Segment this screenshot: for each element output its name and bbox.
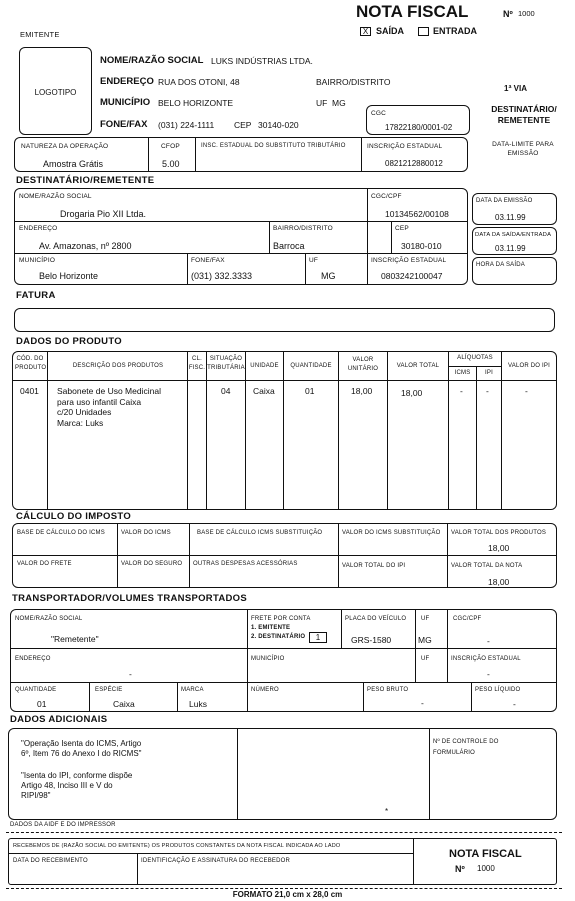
fatura-box bbox=[14, 308, 555, 332]
total-nota-label: VALOR TOTAL DA NOTA bbox=[451, 563, 523, 569]
recibo-nf-num: 1000 bbox=[477, 864, 495, 873]
natureza-row bbox=[14, 137, 468, 172]
col-descricao: DESCRIÇÃO DOS PRODUTOS bbox=[72, 363, 164, 369]
dest-cgc-label: CGC/CPF bbox=[371, 193, 402, 200]
col-valor-ipi: VALOR DO IPI bbox=[508, 363, 550, 369]
emitente-fone-label: FONE/FAX bbox=[100, 119, 148, 130]
dest-cep: 30180-010 bbox=[401, 241, 442, 251]
natureza-value: Amostra Grátis bbox=[43, 159, 104, 169]
quantidade-value: 01 bbox=[37, 699, 47, 709]
peso-bruto: - bbox=[421, 698, 424, 708]
transp-cgc: - bbox=[487, 636, 490, 646]
transp-nome-label: NOME/RAZÃO SOCIAL bbox=[15, 616, 83, 622]
col-unidade: UNIDADE bbox=[250, 363, 279, 369]
col-quantidade: QUANTIDADE bbox=[290, 363, 332, 369]
especie-label: ESPÉCIE bbox=[95, 687, 123, 693]
dest-nome-label: NOME/RAZÃO SOCIAL bbox=[19, 193, 92, 200]
fatura-section-title: FATURA bbox=[16, 290, 56, 301]
seguro-label: VALOR DO SEGURO bbox=[121, 561, 183, 567]
document-title: NOTA FISCAL bbox=[356, 2, 469, 21]
peso-liquido-label: PESO LÍQUIDO bbox=[475, 687, 521, 693]
saida-label: SAÍDA bbox=[376, 26, 405, 36]
dest-fone: (031) 332.3333 bbox=[191, 271, 253, 281]
data-saida: 03.11.99 bbox=[495, 244, 526, 253]
outras-label: OUTRAS DESPESAS ACESSÓRIAS bbox=[193, 561, 298, 567]
especie-value: Caixa bbox=[113, 699, 135, 709]
transp-uf-label: UF bbox=[421, 616, 430, 622]
placa-label: PLACA DO VEÍCULO bbox=[345, 616, 407, 622]
data-saida-label: DATA DA SAÍDA/ENTRADA bbox=[475, 232, 552, 238]
col-icms: ICMS bbox=[454, 370, 471, 376]
via-label: 1ª VIA bbox=[504, 84, 527, 93]
numero-label: Nº bbox=[503, 9, 513, 19]
emitente-nome: LUKS INDÚSTRIAS LTDA. bbox=[211, 56, 313, 66]
produtos-section-title: DADOS DO PRODUTO bbox=[16, 336, 122, 347]
frete-opt1: 1. EMITENTE bbox=[251, 625, 291, 631]
emitente-uf: MG bbox=[332, 98, 346, 108]
dest-bairro-label: BAIRRO/DISTRITO bbox=[273, 225, 333, 232]
data-emissao-label: DATA DA EMISSÃO bbox=[476, 198, 533, 204]
dest-bairro: Barroca bbox=[273, 241, 305, 251]
emitente-cgc: 17822180/0001-02 bbox=[385, 123, 453, 132]
hora-saida-box bbox=[472, 257, 557, 285]
total-produtos: 18,00 bbox=[488, 543, 510, 553]
cfop-value: 5.00 bbox=[162, 159, 180, 169]
logo-box bbox=[19, 47, 92, 135]
hora-saida-label: HORA DA SAÍDA bbox=[476, 262, 525, 268]
row-cod: 0401 bbox=[20, 386, 39, 396]
dest-insc: 0803242100047 bbox=[381, 271, 443, 281]
col-valor-unit: VALOR UNITÁRIO bbox=[347, 357, 379, 372]
emitente-cgc-box bbox=[366, 105, 470, 135]
cut-line-bottom bbox=[6, 888, 562, 889]
data-emissao: 03.11.99 bbox=[495, 213, 526, 222]
obs-ipi bbox=[21, 771, 132, 801]
identificacao-label: IDENTIFICAÇÃO E ASSINATURA DO RECEBEDOR bbox=[141, 858, 291, 864]
emitente-cep: 30140-020 bbox=[258, 120, 299, 130]
destinatario-box bbox=[14, 188, 468, 285]
entrada-checkbox[interactable] bbox=[418, 27, 429, 36]
peso-bruto-label: PESO BRUTO bbox=[367, 687, 409, 693]
recibo-box bbox=[8, 838, 557, 885]
insc-subst-label: INSC. ESTADUAL DO SUBSTITUTO TRIBUTÁRIO bbox=[201, 143, 346, 149]
dest-uf: MG bbox=[321, 271, 336, 281]
recibo-nf-title: NOTA FISCAL bbox=[449, 848, 522, 860]
aidf-label: DADOS DA AIDF E DO IMPRESSOR bbox=[10, 822, 116, 828]
row-descricao-line: Marca: Luks bbox=[57, 417, 104, 428]
row-valor-ipi: - bbox=[525, 386, 528, 396]
produtos-table bbox=[12, 351, 557, 510]
emitente-cgc-label: CGC bbox=[371, 110, 387, 117]
emitente-endereco: RUA DOS OTONI, 48 bbox=[158, 77, 240, 87]
row-icms: - bbox=[460, 386, 463, 396]
dest-nome: Drogaria Pio XII Ltda. bbox=[60, 209, 147, 219]
emitente-uf-label: UF bbox=[316, 98, 328, 108]
transp-cgc-label: CGC/CPF bbox=[453, 616, 482, 622]
total-produtos-label: VALOR TOTAL DOS PRODUTOS bbox=[451, 530, 547, 536]
adicionais-box bbox=[8, 728, 557, 820]
emitente-fone: (031) 224-1111 bbox=[158, 120, 215, 130]
obs-icms bbox=[21, 739, 142, 759]
marca-label: MARCA bbox=[181, 687, 204, 693]
base-subst-label: BASE DE CÁLCULO ICMS SUBSTITUIÇÃO bbox=[197, 530, 323, 536]
imposto-section-title: CÁLCULO DO IMPOSTO bbox=[16, 511, 132, 522]
col-cod: CÓD. DO PRODUTO bbox=[15, 356, 47, 371]
emitente-bairro-label: BAIRRO/DISTRITO bbox=[316, 77, 391, 87]
row-ipi: - bbox=[486, 386, 489, 396]
saida-checkbox[interactable]: X bbox=[360, 27, 371, 36]
cfop-label: CFOP bbox=[161, 143, 180, 150]
dest-endereco-label: ENDEREÇO bbox=[19, 225, 58, 232]
logo-placeholder: LOGOTIPO bbox=[34, 88, 77, 97]
valor-icms-label: VALOR DO ICMS bbox=[121, 530, 171, 536]
dest-municipio: Belo Horizonte bbox=[39, 271, 99, 281]
row-valor-unit: 18,00 bbox=[351, 386, 373, 396]
dest-municipio-label: MUNICÍPIO bbox=[19, 257, 56, 264]
transp-uf: MG bbox=[418, 635, 432, 645]
dest-insc-label: INSCRIÇÃO ESTADUAL bbox=[371, 257, 447, 264]
row-situacao: 04 bbox=[221, 386, 231, 396]
entrada-label: ENTRADA bbox=[433, 26, 477, 36]
recebemos-text: RECEBEMOS DE (RAZÃO SOCIAL DO EMITENTE) OS PRODUTOS CONSTANTES DA NOTA FISCAL INDICADA AO LADO bbox=[13, 843, 341, 849]
transp-municipio-label: MUNICÍPIO bbox=[251, 656, 285, 662]
transp-uf2-label: UF bbox=[421, 656, 430, 662]
transportador-box bbox=[10, 609, 557, 712]
transp-endereco-label: ENDEREÇO bbox=[15, 656, 51, 662]
data-limite-label: DATA-LIMITE PARA EMISSÃO bbox=[492, 141, 554, 157]
marca-value: Luks bbox=[189, 699, 207, 709]
obs-icms-line: 6º, Item 76 do Anexo I do RICMS" bbox=[21, 749, 142, 758]
adicionais-section-title: DADOS ADICIONAIS bbox=[10, 714, 108, 725]
col-valor-total: VALOR TOTAL bbox=[396, 363, 440, 369]
col-situacao: SITUAÇÃO TRIBUTÁRIA bbox=[207, 356, 245, 371]
transportador-section-title: TRANSPORTADOR/VOLUMES TRANSPORTADOS bbox=[12, 593, 247, 604]
row-unidade: Caixa bbox=[253, 386, 275, 396]
quantidade-label: QUANTIDADE bbox=[15, 687, 57, 693]
insc-estadual-value: 0821212880012 bbox=[385, 159, 443, 168]
formato-footer: FORMATO 21,0 cm x 28,0 cm bbox=[232, 890, 343, 899]
row-valor-total: 18,00 bbox=[401, 388, 423, 398]
dest-endereco: Av. Amazonas, nº 2800 bbox=[39, 241, 132, 251]
destinatario-remetente-label: DESTINATÁRIO/ REMETENTE bbox=[491, 104, 557, 125]
frete-label: VALOR DO FRETE bbox=[17, 561, 72, 567]
transp-nome: "Remetente" bbox=[51, 634, 99, 644]
numero-vol-label: NÚMERO bbox=[251, 687, 279, 693]
natureza-label: NATUREZA DA OPERAÇÃO bbox=[21, 143, 109, 150]
destinatario-section-title: DESTINATÁRIO/REMETENTE bbox=[16, 175, 155, 186]
placa-value: GRS-1580 bbox=[351, 635, 392, 645]
controle-label: Nº DE CONTROLE DO FORMULÁRIO bbox=[433, 739, 499, 756]
cut-line bbox=[6, 832, 562, 833]
col-cl-fisc: CL. FISC. bbox=[188, 356, 206, 371]
imposto-box bbox=[12, 523, 557, 588]
base-icms-label: BASE DE CÁLCULO DO ICMS bbox=[17, 530, 105, 536]
adicionais-mark: * bbox=[385, 807, 389, 816]
transp-endereco: - bbox=[129, 669, 132, 679]
frete-opt2: 2. DESTINATÁRIO bbox=[251, 634, 306, 640]
transp-insc-label: INSCRIÇÃO ESTADUAL bbox=[451, 656, 521, 662]
valor-subst-label: VALOR DO ICMS SUBSTITUIÇÃO bbox=[342, 530, 441, 536]
obs-ipi-line: Artigo 48, Inciso III e V do bbox=[21, 781, 113, 790]
emitente-cep-label: CEP bbox=[234, 120, 252, 130]
emitente-municipio-label: MUNICÍPIO bbox=[100, 97, 151, 108]
row-descricao-line: c/20 Unidades bbox=[57, 407, 112, 417]
emitente-endereco-label: ENDEREÇO bbox=[100, 76, 154, 87]
col-aliquotas: ALÍQUOTAS bbox=[457, 355, 493, 361]
emitente-label: EMITENTE bbox=[20, 30, 60, 39]
recibo-nf-num-label: Nº bbox=[455, 864, 465, 874]
row-descricao-line: para uso infantil Caixa bbox=[57, 396, 142, 407]
insc-estadual-label: INSCRIÇÃO ESTADUAL bbox=[367, 143, 443, 150]
data-saida-box bbox=[472, 227, 557, 255]
numero-value: 1000 bbox=[518, 9, 535, 18]
transp-insc: - bbox=[487, 669, 490, 679]
obs-ipi-line: RIPI/98" bbox=[21, 791, 51, 800]
dest-fone-label: FONE/FAX bbox=[191, 257, 225, 264]
dest-uf-label: UF bbox=[309, 257, 319, 264]
frete-checkbox[interactable]: 1 bbox=[309, 632, 327, 643]
emitente-municipio: BELO HORIZONTE bbox=[158, 98, 234, 108]
dest-cep-label: CEP bbox=[395, 225, 409, 232]
data-recebimento-label: DATA DO RECEBIMENTO bbox=[13, 858, 88, 864]
data-emissao-box bbox=[472, 193, 557, 225]
emitente-nome-label: NOME/RAZÃO SOCIAL bbox=[100, 55, 204, 66]
obs-ipi-line: "Isenta do IPI, conforme dispõe bbox=[21, 771, 133, 780]
col-ipi: IPI bbox=[485, 370, 493, 376]
row-descricao-line: Sabonete de Uso Medicinal bbox=[57, 386, 161, 396]
total-nota: 18,00 bbox=[488, 577, 510, 587]
obs-icms-line: "Operação Isenta do ICMS, Artigo bbox=[21, 739, 142, 748]
row-quantidade: 01 bbox=[305, 386, 315, 396]
row-descricao bbox=[57, 386, 161, 428]
dest-cgc: 10134562/00108 bbox=[385, 209, 449, 219]
peso-liquido: - bbox=[513, 699, 516, 709]
total-ipi-label: VALOR TOTAL DO IPI bbox=[342, 563, 406, 569]
frete-conta-label: FRETE POR CONTA bbox=[251, 616, 311, 622]
